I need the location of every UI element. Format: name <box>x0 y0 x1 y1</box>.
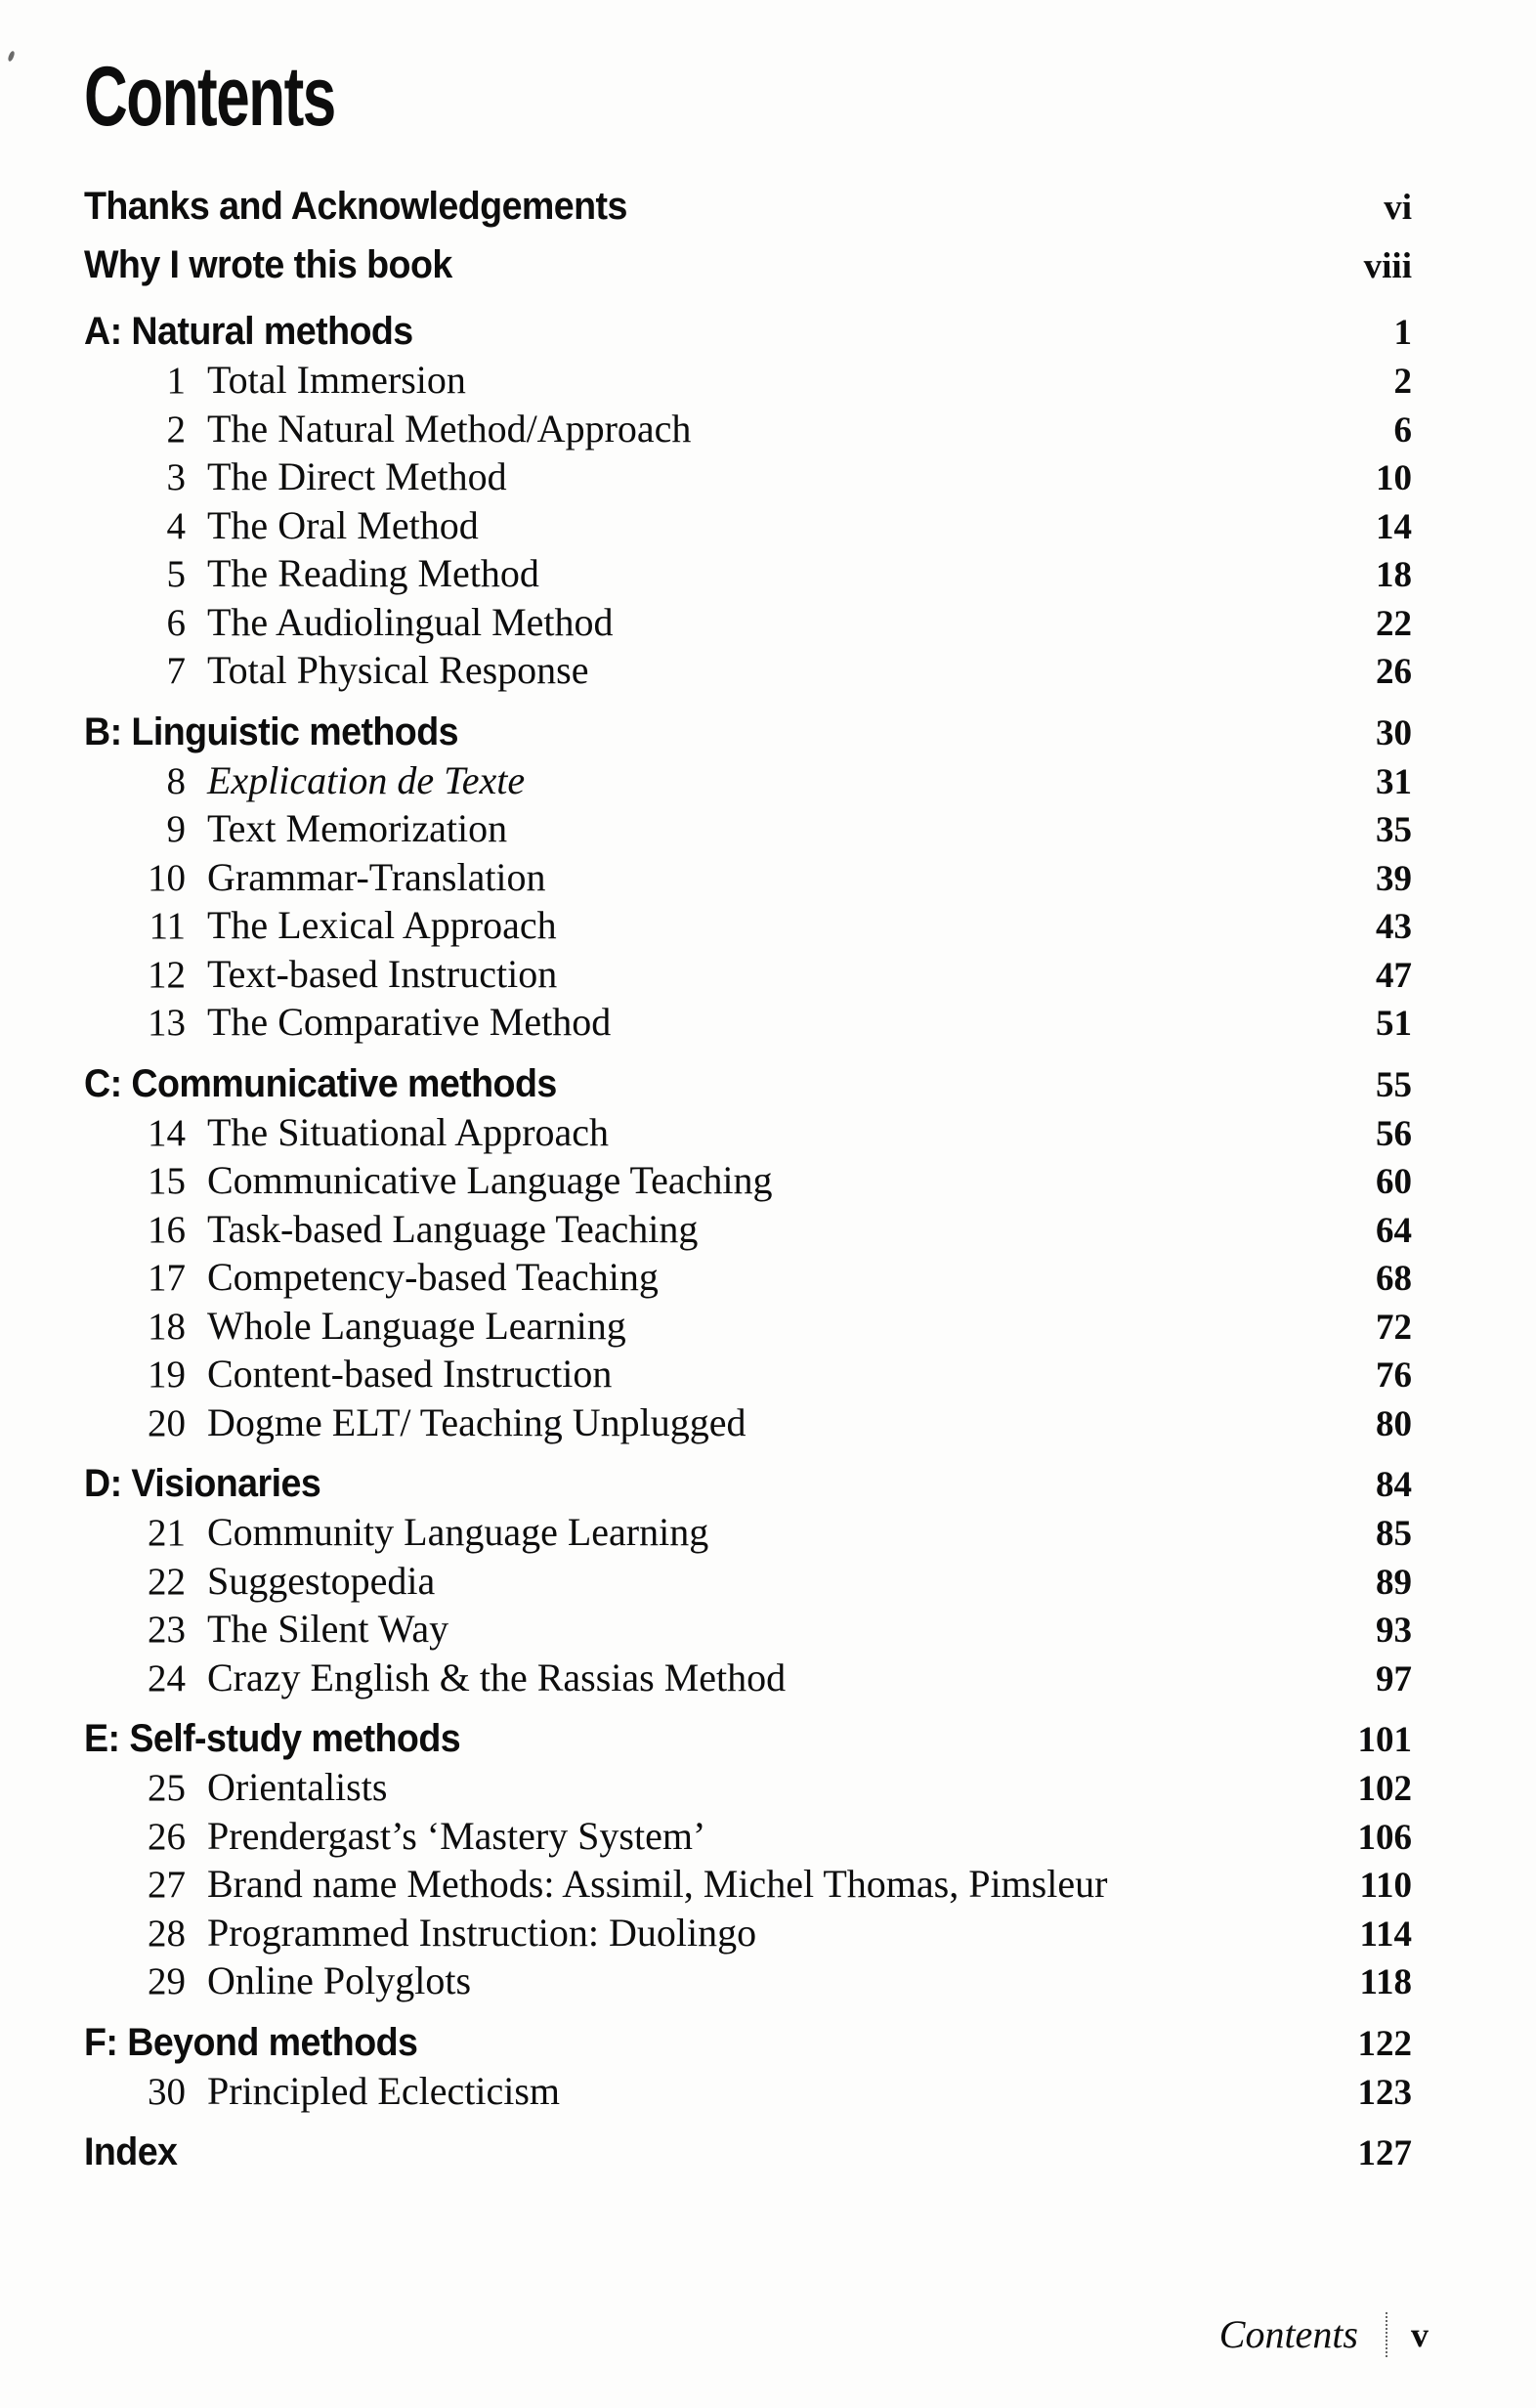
chapter-number: 29 <box>148 1960 186 2002</box>
page-number: 31 <box>1376 761 1412 802</box>
chapter-row <box>84 406 1412 454</box>
chapter-number: 24 <box>148 1656 186 1699</box>
page-number: 122 <box>1357 2023 1412 2064</box>
chapter-title: Orientalists <box>207 1765 388 1809</box>
page-number: 110 <box>1359 1866 1412 1906</box>
page-number: 123 <box>1357 2072 1412 2113</box>
section-header-row <box>84 2019 1412 2068</box>
page-number: 80 <box>1376 1403 1412 1444</box>
page-number: 127 <box>1357 2133 1412 2173</box>
chapter-row <box>84 902 1412 951</box>
chapter-title: Whole Language Learning <box>207 1303 626 1348</box>
chapter-number: 7 <box>166 650 186 692</box>
chapter-number: 17 <box>148 1257 186 1299</box>
page-number: 72 <box>1376 1307 1412 1348</box>
page-number: 56 <box>1376 1113 1412 1154</box>
chapter-title: Suggestopedia <box>207 1558 436 1603</box>
chapter-number: 23 <box>148 1609 186 1651</box>
page-number: 76 <box>1376 1355 1412 1396</box>
page-number: 84 <box>1376 1465 1412 1505</box>
chapter-title: The Situational Approach <box>207 1109 610 1154</box>
page-number: 64 <box>1376 1210 1412 1251</box>
chapter-number: 13 <box>148 1002 186 1044</box>
chapter-title: Online Polyglots <box>207 1958 472 2002</box>
page-number: 30 <box>1376 712 1412 753</box>
section-title: Index <box>84 2130 178 2173</box>
page-number: 68 <box>1376 1259 1412 1299</box>
chapter-title: Dogme ELT/ Teaching Unplugged <box>207 1399 747 1444</box>
front-matter-title: Why I wrote this book <box>84 243 452 286</box>
chapter-title: Competency-based Teaching <box>207 1255 659 1299</box>
section-title: E: Self-study methods <box>84 1717 461 1760</box>
chapter-row <box>84 1399 1412 1448</box>
chapter-row <box>84 1655 1412 1703</box>
footer-divider <box>1386 2312 1387 2357</box>
page-number: 97 <box>1376 1658 1412 1699</box>
chapter-row <box>84 854 1412 903</box>
chapter-number: 2 <box>166 408 186 451</box>
front-matter-title: Thanks and Acknowledgements <box>84 185 627 228</box>
chapter-title: Crazy English & the Rassias Method <box>207 1655 787 1699</box>
page-number: 18 <box>1376 555 1412 595</box>
footer-running-title: Contents <box>1218 2312 1358 2356</box>
page-number: viii <box>1363 246 1412 286</box>
chapter-row <box>84 1303 1412 1352</box>
section-title: D: Visionaries <box>84 1462 321 1505</box>
chapter-row <box>84 1764 1412 1813</box>
chapter-title: The Direct Method <box>207 454 507 498</box>
page-number: 6 <box>1393 409 1412 451</box>
chapter-row <box>84 805 1412 854</box>
chapter-title: The Audiolingual Method <box>207 599 614 644</box>
page-title: Contents <box>84 50 335 144</box>
chapter-row <box>84 1910 1412 1958</box>
chapter-row <box>84 757 1412 806</box>
chapter-row <box>84 1558 1412 1607</box>
section-title: F: Beyond methods <box>84 2020 418 2064</box>
section-title: A: Natural methods <box>84 310 413 353</box>
chapter-number: 12 <box>148 953 186 996</box>
chapter-title: Grammar-Translation <box>207 854 546 899</box>
chapter-row <box>84 647 1412 696</box>
chapter-title: The Silent Way <box>207 1607 449 1651</box>
section-header-row <box>84 308 1412 357</box>
chapter-number: 21 <box>148 1512 186 1554</box>
chapter-title: Explication de Texte <box>207 757 526 802</box>
section-title: C: Communicative methods <box>84 1061 557 1105</box>
chapter-title: Prendergast’s ‘Mastery System’ <box>207 1813 706 1858</box>
chapter-row <box>84 1254 1412 1303</box>
chapter-number: 9 <box>166 808 186 850</box>
chapter-row <box>84 1157 1412 1206</box>
chapter-row <box>84 453 1412 502</box>
chapter-number: 8 <box>166 759 186 802</box>
chapter-title: Task-based Language Teaching <box>207 1206 699 1251</box>
chapter-number: 22 <box>148 1560 186 1603</box>
chapter-number: 11 <box>149 905 186 947</box>
chapter-row <box>84 1509 1412 1558</box>
chapter-number: 27 <box>148 1864 186 1906</box>
chapter-title: Community Language Learning <box>207 1510 709 1554</box>
front-matter-row <box>84 236 1412 295</box>
chapter-row <box>84 599 1412 648</box>
page-number: 26 <box>1376 652 1412 692</box>
chapter-number: 26 <box>148 1815 186 1858</box>
page-number: 35 <box>1376 810 1412 850</box>
section-header-row <box>84 1060 1412 1109</box>
page-number: 102 <box>1357 1769 1412 1809</box>
chapter-number: 5 <box>166 553 186 595</box>
chapter-title: Principled Eclecticism <box>207 2068 560 2113</box>
chapter-row <box>84 1813 1412 1862</box>
scan-speck-artifact <box>7 50 15 62</box>
page-number: vi <box>1384 188 1412 228</box>
chapter-number: 25 <box>148 1767 186 1809</box>
chapter-title: The Reading Method <box>207 551 539 595</box>
page-number: 114 <box>1359 1914 1412 1955</box>
chapter-row <box>84 357 1412 406</box>
chapter-title: The Oral Method <box>207 502 479 547</box>
chapter-number: 1 <box>166 360 186 402</box>
chapter-title: The Natural Method/Approach <box>207 406 692 451</box>
section-header-row <box>84 2128 1412 2177</box>
footer-page-number: v <box>1411 2314 1429 2354</box>
chapter-number: 15 <box>148 1160 186 1202</box>
page-number: 39 <box>1376 858 1412 899</box>
page-number: 10 <box>1376 458 1412 498</box>
chapter-row <box>84 502 1412 551</box>
chapter-row <box>84 550 1412 599</box>
chapter-row <box>84 951 1412 1000</box>
chapter-number: 30 <box>148 2070 186 2113</box>
chapter-row <box>84 1606 1412 1655</box>
page-number: 51 <box>1376 1004 1412 1044</box>
chapter-row <box>84 1109 1412 1158</box>
section-header-row <box>84 1715 1412 1764</box>
page-number: 89 <box>1376 1562 1412 1603</box>
chapter-number: 18 <box>148 1305 186 1348</box>
page-number: 14 <box>1376 506 1412 547</box>
chapter-title: The Comparative Method <box>207 1000 612 1044</box>
page-number: 118 <box>1359 1962 1412 2002</box>
chapter-row <box>84 1957 1412 2006</box>
chapter-row <box>84 1206 1412 1255</box>
chapter-number: 19 <box>148 1354 186 1396</box>
chapter-title: Brand name Methods: Assimil, Michel Thomas, Pimsleur <box>207 1862 1108 1906</box>
page-number: 60 <box>1376 1162 1412 1202</box>
chapter-title: Programmed Instruction: Duolingo <box>207 1910 757 1955</box>
chapter-number: 16 <box>148 1208 186 1251</box>
chapter-number: 10 <box>148 856 186 899</box>
page-number: 55 <box>1376 1064 1412 1105</box>
chapter-row <box>84 2068 1412 2117</box>
chapter-title: Text-based Instruction <box>207 951 558 996</box>
page-number: 101 <box>1357 1720 1412 1760</box>
chapter-number: 20 <box>148 1401 186 1444</box>
chapter-title: The Lexical Approach <box>207 903 557 947</box>
section-header-row <box>84 1460 1412 1509</box>
chapter-number: 28 <box>148 1912 186 1955</box>
page-number: 22 <box>1376 603 1412 644</box>
page-footer <box>1219 2311 1429 2357</box>
page-number: 2 <box>1393 362 1412 402</box>
toc-list <box>84 178 1412 2177</box>
chapter-row <box>84 1861 1412 1910</box>
chapter-title: Total Physical Response <box>207 648 589 692</box>
chapter-title: Communicative Language Teaching <box>207 1158 773 1202</box>
page-number: 43 <box>1376 907 1412 947</box>
page-number: 1 <box>1393 313 1412 353</box>
page-number: 93 <box>1376 1611 1412 1651</box>
chapter-row <box>84 999 1412 1048</box>
chapter-number: 6 <box>166 601 186 644</box>
chapter-number: 4 <box>166 504 186 547</box>
page-number: 106 <box>1357 1817 1412 1858</box>
chapter-title: Text Memorization <box>207 806 508 850</box>
page-number: 47 <box>1376 955 1412 996</box>
chapter-row <box>84 1351 1412 1399</box>
chapter-number: 14 <box>148 1111 186 1154</box>
front-matter-row <box>84 178 1412 236</box>
section-header-row <box>84 709 1412 757</box>
chapter-number: 3 <box>166 456 186 498</box>
page-number: 85 <box>1376 1514 1412 1554</box>
section-title: B: Linguistic methods <box>84 710 458 753</box>
chapter-title: Content-based Instruction <box>207 1352 613 1396</box>
chapter-title: Total Immersion <box>207 358 466 402</box>
